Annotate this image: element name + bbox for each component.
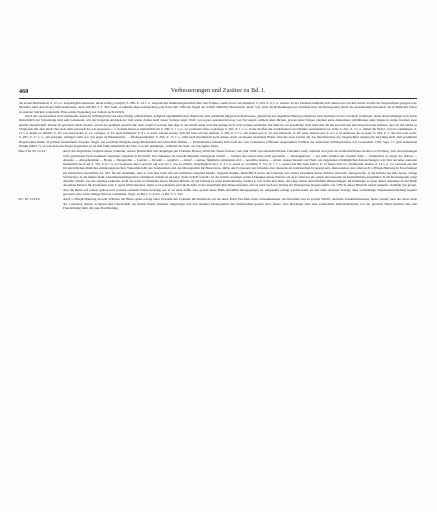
paragraph: Auch der aus derselben Zeit stammende deutsche Stiftungsbrief von einer häufig willkürlichen, lediglich eigenthümlichen, theilweise aber jedenfalls jüngeren Schreibweise, gleichfalls aus ungeübter Hand geschrieben, lässt manches an der Urschrift vermissen. Seine Abweichungen vom Texte hinsichtlich der Schreibung sind sehr bedeutend, wie der folgende Abdruck der drei ersten Zeilen nach dieser Vorlage zeigt: Wolf, von gottes genaden herczog von Norwegen, sebhoft allen fürsten, graven unde fraigen pfaphen unde dienesman, schöltheisen unde bürger in alsme frwahen stete gestrhs choustschaft. Wande do geschorit diech ciodere wie nu der gedingis wirsich sint, man verget ir so haut, nun dige es des durch, unde weis mit gezüge drch swrit warnen termirteis; hie unde da wir gesellicher riebt allen den die hie zuvirrat sint und bezeuch unde bekante, daz wir daz eitzler ut Wingarten mit aller eindt cher laste unde gut nach der wir gegeuerer c. v. Sodann heisst es namentlich bei S. 290, Z. 1 v. u.: zu vremeden leiste vogtsaige; S. 291, Z. 1 v. o.: in der Stoffen die wiederholten zwei Punkte (sobenenden vor ablet; S. 291, Z. 5 v. u. fehlen die Worte: von der sammungo; Z. 15 v. u. heisst es: lütsellt; Z. 20: von ansersseler; Z. 21: veringer; Z. 22: unde mittingen; Z. 9 v. u. nach: schade weisse: Sölt der Sein: ein big sthaben; S. 293, Z. 4 v. o. ein ezteira gut; Z. 16: das bilreseite; Z. 20: unde anderes gut; Z. 4 v. u. ni deunoten dos ze gane; S. 294, Z. 1: daz den weis werit: S. 295, Z. 11 v. o.: ein zubeagn. Allingen steht vor: das eigen zü Bienlanwiler — Hadersputinchen: S. 294, Z. 15 v. o. steht nach Reutholzeh noch Amen. Auch an diesem deutschen Briefe sind die zwei Löcher für das Durchstecken der Siegelschnur angebracht und hing nach dem erwähnten Repertorium früher an grünen Seidenfäden dasselbe Siegel, bei welchem übrigens einige Buchstaben der Umschrift fehlten. — Ebendaselbst befindet sich noch ein vom Constanzer Officialat ausgestelltes Vidimus der deutschen Stiftungsbriefes d.d. Constantiis 1318, Sept. 17. (mit demselben Datum (März 7), an welchem das Siegel abgetrennt ist. In ihm fehlt namentlich der Satz: von der sammungo, während der Sein: wir big sigiste Siegl. xyxy=(19,114,417,148)
entry-paragraph: Auch das ungebliche Original dieser Urkunde, dessen Handschrift mit derjenigen der Urkunde Herzog Wolfs für dieses Kloster vom Jahr 1090 verwandtschaftlichen Charakter zeigt, befindet sich jetzt im erzbischöflichen Archive zu Freiburg. Von Abweichungen vom gedruckten Texte kommen besonders folgende in Betracht: Von Vohannes im benedictinischen verfügende Schrift — Schluss der ersten Zeile nach speciends — Wiesengartens — per rubis Schluss der zweiten Zeile — montperiss et, desgl. der dritten — Aberpfo — Altorphenzhun — Borga — Bergareille — Lanzen — Oswald — sepuliert — Altorf — unique füdelium conditorum citd — notobiliu alienee — Amen. Ausser diesem von Theil, wie angedeutet, hinlänglichen Abweichungen vom Text bei unter anderem namentlich noch auf S. 310, Z. 6 v. u. bei nachweis eine Correctur auf wre das 1, wie es scheint, ursprünglich ein z; Z. 2 v. u. lautet es: sortilleis; S. 311, Z. 7 v. o. steht noch hier kein subter; Z. 12 findet sich vor conditional, ebenso Z. 14 v. o. vor contusta ein den für uns üblichen ähnliches Abkürzungszeichen. Weiterhin fehlt das Sendzeichen und das Monogramm für Benevalete, dürfte das Fortpasseit der Urkunde aber deutsche als italienischen Ursprung sein. Insbesondere aber sind nach v. Pflugk-Harttung in Forschungen zur Deutschen Geschichte 24, 447, für die Annahme, dass es sich hier nicht um ein wirkliches Original handle, folgende Punkte, hinsichtlich deren die Urkunde von echten Urkunden dieses Pabstes abweicht, massgebend: 1) die Initiale bei eine breite, eckige Verzierung; 2) die immer mehr zusammenzudrängenden verlängerte Schrift ist zu kurz; 3) die Schrift weicht von der Schrift sonstiger echter Urkunden dieses Pabstes ab; 4) es steht nur ein Amen und dasselbe ist kanzleimässig ausgeführt; 5) die Rotaumgende zeigt dieselbe Schrift, wie die sonstige Urkunde, nicht die sonst in Urkunden dieses Pabstes übliche; 6) die Faltung ist nicht kanzleimässig: einmal je von rechts und links, das lange Stück dann fünfmal umgeschlagen. Im Einklange ist ganz dieses dasjenige an der Bulle desselben Pabstes für Zwiefalten vom 3. April 1099 und sind, allein es ist jedenfalls jetzt nicht mehr in der ursprünglichen Weise befestigt, und es wird noch der Verzug der Weingartner Repertoriums von 1786 in dieser Hinsicht nichts bemerkt, vielmehr nur gesagt, dass die Bulle auf rothen, gelben und weissen seidenen Fäden befestigt sei, er ist eben daffir, dass gerade diese Bulle daraufhin übergegangen ist, umgekehrt erfragt werden kann, sie nur einer späteren Vorlage ohne vollständige Siegelunterscheidung begehrt gewesen wäre, kein völliger Beweis vorhanden. Vergl. zu Bd. I, S. 210 u. ra Bd. 3, S. 525. xyxy=(63,149,417,196)
entry-text xyxy=(63,197,417,210)
running-head: Verbesserungen und Zusätze zu Bd. I. xyxy=(170,88,266,94)
margin-reference: 327, Nr. CCLIX. xyxy=(18,197,41,202)
entry-cclix xyxy=(19,197,417,210)
header-rule xyxy=(19,98,417,99)
entry-ccli xyxy=(19,149,417,196)
page-header xyxy=(19,88,417,98)
entry-paragraph: Auch v. Pflugk-Harttung an dem Schlusse der Bulle später erfolgt einer Urkunde mit Urkunde mit Rücksicht auf die unter Pabst Paschalis nicht vorkommenden, im Einzelnen viel zu groben Schrift, deutsche Urkundenmaterial, ferner darauf, dass die letzte Zeile des Contextes, Amen, Scriptum und Unterschrift des Pabsts hinter einander eingetragen und erst darunter Monogramm und Sendzeichen gesetzt sind, ferner, dass überhaupt alles eine sonderliche Individualisirung von der gleichen Hand herrührt und eine Fiuncklärung fehlt, für eine Nachbildung. xyxy=(63,197,417,210)
entry-text xyxy=(63,149,417,196)
margin-reference: Seite 310, Nr. CCLI. xyxy=(18,149,46,154)
page-number: 460 xyxy=(19,88,29,95)
paragraph: die ersten Buchstaben; Z. 9 v. u.: ursprünglich sanssoms, allein richtig corrigirt; S. 289, Z. 14 v. o.: Angeals mit Abkürzungszeichen über den Schluss, somit etwas verschrieben; S. 294, Z. 6 v. o.: ebenso. In der Urkunde befinden sich unten zwei Löcher, durch welche die Siegelschnur gezogen war. Dieselbe samt dem Siegel fehlt heutzutage, nach dem Bd. I, S. 304, Anm. erwähnten Repertorium hing jedoch im Jahr 1786 ein Siegel der Schrift ähnliches Bruchstück daran. Vgl. auch die Bemerkungen zur Urkunde über die Besiegelung durch die ausstellenden Personen, die in ähnlicher Weise in anderen Stücken vorkommt. Eine solche Siegelung war damals nicht üblich. xyxy=(19,101,417,114)
body-text xyxy=(19,101,417,210)
